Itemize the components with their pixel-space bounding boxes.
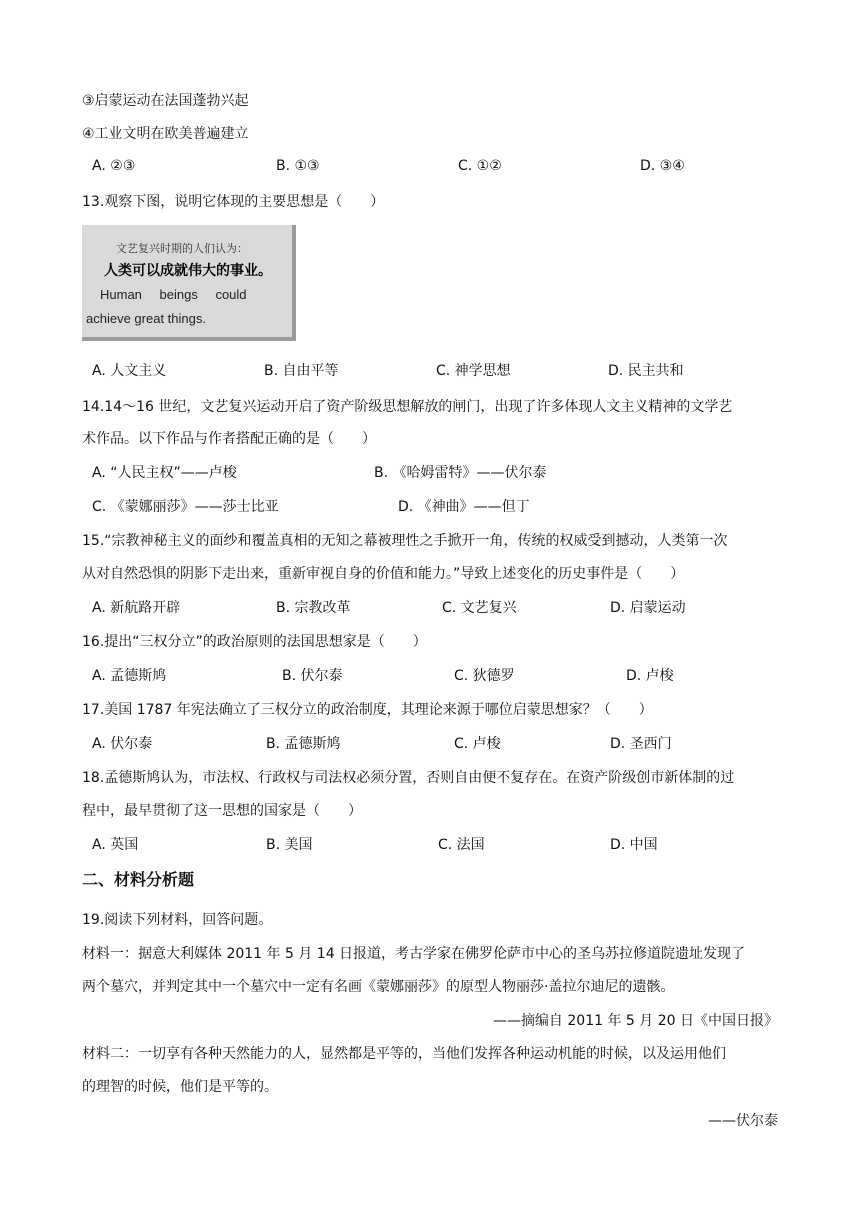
material-2-source: ——伏尔泰 bbox=[708, 1113, 778, 1129]
q17-option-b[interactable]: B. 孟德斯鸠 bbox=[266, 736, 341, 752]
question-14-line-2: 术作品。以下作品与作者搭配正确的是（ ） bbox=[82, 431, 376, 447]
q14-option-b[interactable]: B. 《哈姆雷特》——伏尔泰 bbox=[374, 465, 547, 481]
q17-options bbox=[92, 733, 792, 753]
material-2-line-2: 的理智的时候，他们是平等的。 bbox=[82, 1079, 278, 1095]
q17-option-d[interactable]: D. 圣西门 bbox=[610, 736, 672, 752]
q14-options-row-1 bbox=[92, 462, 792, 482]
q14-option-c[interactable]: C. 《蒙娜丽莎》——莎士比亚 bbox=[92, 499, 279, 515]
question-15-line-1: 15.“宗教神秘主义的面纱和覆盖真相的无知之幕被理性之手掀开一角，传统的权威受到撼动，人类第一次 bbox=[82, 533, 728, 549]
q16-option-c[interactable]: C. 狄德罗 bbox=[454, 668, 515, 684]
material-1-line-2: 两个墓穴，并判定其中一个墓穴中一定有名画《蒙娜丽莎》的原型人物丽莎·盖拉尔迪尼的遗骸。 bbox=[82, 979, 675, 995]
q13-option-b[interactable]: B. 自由平等 bbox=[264, 363, 339, 379]
q12-option-a[interactable]: A. ②③ bbox=[92, 158, 136, 174]
q16-option-b[interactable]: B. 伏尔泰 bbox=[282, 668, 343, 684]
q12-option-c[interactable]: C. ①② bbox=[458, 158, 502, 174]
q18-option-b[interactable]: B. 美国 bbox=[266, 837, 313, 853]
material-1-source: ——摘编自 2011 年 5 月 20 日《中国日报》 bbox=[492, 1013, 778, 1029]
q12-option-d[interactable]: D. ③④ bbox=[640, 158, 685, 174]
option-line-3: ③启蒙运动在法国蓬勃兴起 bbox=[82, 93, 249, 109]
question-14-line-1: 14.14～16 世纪，文艺复兴运动开启了资产阶级思想解放的闸门，出现了许多体现人文主义精神的文学艺 bbox=[82, 399, 733, 415]
q12-options bbox=[92, 158, 792, 178]
figure-quote-chinese: 人类可以成就伟大的事业。 bbox=[104, 263, 272, 279]
q12-option-b[interactable]: B. ①③ bbox=[276, 158, 320, 174]
q17-option-a[interactable]: A. 伏尔泰 bbox=[92, 736, 153, 752]
question-13: 13.观察下图，说明它体现的主要思想是（ ） bbox=[82, 194, 385, 210]
material-2-line-1: 材料二：一切享有各种天然能力的人，显然都是平等的，当他们发挥各种运动机能的时候，以及运用他们 bbox=[82, 1046, 726, 1062]
figure-quote-english-1: Human beings could bbox=[100, 287, 247, 302]
question-19: 19.阅读下列材料，回答问题。 bbox=[82, 912, 273, 928]
material-1-line-1: 材料一：据意大利媒体 2011 年 5 月 14 日报道，考古学家在佛罗伦萨市中心的圣乌苏拉修道院遗址发现了 bbox=[82, 946, 746, 962]
q18-option-c[interactable]: C. 法国 bbox=[438, 837, 485, 853]
q13-options bbox=[92, 360, 792, 380]
q15-option-c[interactable]: C. 文艺复兴 bbox=[442, 600, 517, 616]
q16-options bbox=[92, 665, 792, 685]
question-17: 17.美国 1787 年宪法确立了三权分立的政治制度，其理论来源于哪位启蒙思想家？（ ） bbox=[82, 702, 653, 718]
q13-option-d[interactable]: D. 民主共和 bbox=[608, 363, 684, 379]
q15-option-d[interactable]: D. 启蒙运动 bbox=[610, 600, 686, 616]
q15-option-b[interactable]: B. 宗教改革 bbox=[276, 600, 351, 616]
q18-option-a[interactable]: A. 英国 bbox=[92, 837, 139, 853]
question-18-line-2: 程中，最早贯彻了这一思想的国家是（ ） bbox=[82, 803, 362, 819]
q14-options-row-2 bbox=[92, 496, 792, 516]
q18-option-d[interactable]: D. 中国 bbox=[610, 837, 658, 853]
figure-quote-english-2: achieve great things. bbox=[86, 311, 206, 326]
figure-caption-line: 文艺复兴时期的人们认为： bbox=[116, 242, 248, 255]
section-heading: 二、材料分析题 bbox=[82, 870, 195, 889]
question-18-line-1: 18.孟德斯鸠认为，市法权、行政权与司法权必须分置，否则自由便不复存在。在资产阶级创市新体制的过 bbox=[82, 770, 735, 786]
option-line-4: ④工业文明在欧美普遍建立 bbox=[82, 126, 249, 142]
q14-option-a[interactable]: A. “人民主权”——卢梭 bbox=[92, 465, 237, 481]
question-16: 16.提出“三权分立”的政治原则的法国思想家是（ ） bbox=[82, 634, 427, 650]
q15-option-a[interactable]: A. 新航路开辟 bbox=[92, 600, 181, 616]
question-15-line-2: 从对自然恐惧的阴影下走出来，重新审视自身的价值和能力。”导致上述变化的历史事件是（ ） bbox=[82, 566, 685, 582]
q13-option-c[interactable]: C. 神学思想 bbox=[436, 363, 511, 379]
q14-option-d[interactable]: D. 《神曲》——但丁 bbox=[398, 499, 530, 515]
q13-option-a[interactable]: A. 人文主义 bbox=[92, 363, 167, 379]
q18-options bbox=[92, 834, 792, 854]
renaissance-figure bbox=[82, 225, 296, 341]
q16-option-a[interactable]: A. 孟德斯鸠 bbox=[92, 668, 167, 684]
q15-options bbox=[92, 597, 792, 617]
q17-option-c[interactable]: C. 卢梭 bbox=[454, 736, 501, 752]
q16-option-d[interactable]: D. 卢梭 bbox=[626, 668, 674, 684]
